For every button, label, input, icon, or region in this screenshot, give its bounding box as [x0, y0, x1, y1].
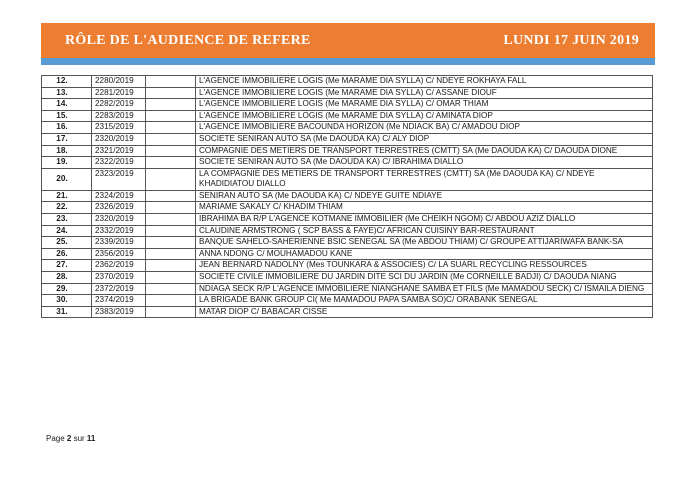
empty-cell: [146, 157, 196, 169]
hearing-roll-table: [41, 75, 653, 318]
empty-cell: [146, 283, 196, 295]
case-registry-number: 2315/2019: [92, 122, 146, 134]
table-row: [42, 110, 653, 122]
row-number: 19.: [42, 157, 92, 169]
row-number: 15.: [42, 110, 92, 122]
empty-cell: [146, 225, 196, 237]
case-parties: SOCIETE CIVILE IMMOBILIERE DU JARDIN DITE SCI DU JARDIN (Me CORNEILLE BADJI) C/ DAOUDA NIANG: [196, 271, 653, 283]
table-row: [42, 122, 653, 134]
empty-cell: [146, 213, 196, 225]
empty-cell: [146, 271, 196, 283]
case-registry-number: 2321/2019: [92, 145, 146, 157]
empty-cell: [146, 260, 196, 272]
case-parties: MARIAME SAKALY C/ KHADIM THIAM: [196, 202, 653, 214]
case-registry-number: 2320/2019: [92, 133, 146, 145]
case-parties: LA COMPAGNIE DES METIERS DE TRANSPORT TERRESTRES (CMTT) SA (Me DAOUDA KA) C/ NDEYE KHADIDIATOU DIALLO: [196, 168, 653, 190]
table-row: [42, 145, 653, 157]
empty-cell: [146, 248, 196, 260]
table-row: [42, 237, 653, 249]
row-number: 24.: [42, 225, 92, 237]
table-row: [42, 271, 653, 283]
document-title: RÔLE DE L'AUDIENCE DE REFERE: [65, 32, 311, 48]
case-registry-number: 2372/2019: [92, 283, 146, 295]
case-registry-number: 2326/2019: [92, 202, 146, 214]
case-parties: SOCIETE SENIRAN AUTO SA (Me DAOUDA KA) C/ IBRAHIMA DIALLO: [196, 157, 653, 169]
case-registry-number: 2324/2019: [92, 190, 146, 202]
empty-cell: [146, 122, 196, 134]
case-registry-number: 2362/2019: [92, 260, 146, 272]
page-header-banner: [41, 23, 655, 58]
case-parties: SOCIETE SENIRAN AUTO SA (Me DAOUDA KA) C/ ALY DIOP: [196, 133, 653, 145]
case-parties: L'AGENCE IMMOBILIERE LOGIS (Me MARAME DIA SYLLA) C/ AMINATA DIOP: [196, 110, 653, 122]
empty-cell: [146, 99, 196, 111]
case-parties: ANNA NDONG C/ MOUHAMADOU KANE: [196, 248, 653, 260]
table-row: [42, 306, 653, 318]
table-row: [42, 213, 653, 225]
table-row: [42, 295, 653, 307]
case-registry-number: 2320/2019: [92, 213, 146, 225]
table-row: [42, 99, 653, 111]
case-parties: IBRAHIMA BA R/P L'AGENCE KOTMANE IMMOBILIER (Me CHEIKH NGOM) C/ ABDOU AZIZ DIALLO: [196, 213, 653, 225]
empty-cell: [146, 237, 196, 249]
current-page-number: 2: [66, 434, 72, 443]
empty-cell: [146, 295, 196, 307]
empty-cell: [146, 190, 196, 202]
case-registry-number: 2370/2019: [92, 271, 146, 283]
case-parties: LA BRIGADE BANK GROUP CI( Me MAMADOU PAPA SAMBA SO)C/ ORABANK SENEGAL: [196, 295, 653, 307]
row-number: 31.: [42, 306, 92, 318]
row-number: 23.: [42, 213, 92, 225]
case-parties: SENIRAN AUTO SA (Me DAOUDA KA) C/ NDEYE GUITE NDIAYE: [196, 190, 653, 202]
row-number: 14.: [42, 99, 92, 111]
row-number: 21.: [42, 190, 92, 202]
case-registry-number: 2323/2019: [92, 168, 146, 190]
case-parties: COMPAGNIE DES METIERS DE TRANSPORT TERRESTRES (CMTT) SA (Me DAOUDA KA) C/ DAOUDA DIONE: [196, 145, 653, 157]
row-number: 20.: [42, 168, 92, 190]
case-parties: L'AGENCE IMMOBILIERE LOGIS (Me MARAME DIA SYLLA) C/ NDEYE ROKHAYA FALL: [196, 76, 653, 88]
row-number: 22.: [42, 202, 92, 214]
row-number: 27.: [42, 260, 92, 272]
empty-cell: [146, 87, 196, 99]
empty-cell: [146, 133, 196, 145]
empty-cell: [146, 110, 196, 122]
case-registry-number: 2383/2019: [92, 306, 146, 318]
case-registry-number: 2281/2019: [92, 87, 146, 99]
row-number: 12.: [42, 76, 92, 88]
table-row: [42, 202, 653, 214]
case-registry-number: 2339/2019: [92, 237, 146, 249]
case-parties: JEAN BERNARD NADOLNY (Mes TOUNKARA & ASSOCIES) C/ LA SUARL RECYCLING RESSOURCES: [196, 260, 653, 272]
page-footer: [46, 434, 95, 443]
row-number: 13.: [42, 87, 92, 99]
row-number: 17.: [42, 133, 92, 145]
hearing-roll-body: [42, 76, 653, 318]
row-number: 25.: [42, 237, 92, 249]
footer-prefix: Page: [46, 434, 67, 443]
case-registry-number: 2356/2019: [92, 248, 146, 260]
table-row: [42, 87, 653, 99]
case-registry-number: 2374/2019: [92, 295, 146, 307]
table-row: [42, 225, 653, 237]
row-number: 18.: [42, 145, 92, 157]
row-number: 16.: [42, 122, 92, 134]
empty-cell: [146, 76, 196, 88]
row-number: 30.: [42, 295, 92, 307]
empty-cell: [146, 306, 196, 318]
row-number: 26.: [42, 248, 92, 260]
table-row: [42, 157, 653, 169]
case-parties: BANQUE SAHELO-SAHERIENNE BSIC SENEGAL SA (Me ABDOU THIAM) C/ GROUPE ATTIJARIWAFA BANK-SA: [196, 237, 653, 249]
case-parties: L'AGENCE IMMOBILIERE BACOUNDA HORIZON (Me NDIACK BA) C/ AMADOU DIOP: [196, 122, 653, 134]
row-number: 28.: [42, 271, 92, 283]
total-pages: 11: [86, 434, 96, 443]
case-parties: CLAUDINE ARMSTRONG ( SCP BASS & FAYE)C/ AFRICAN CUISINY BAR-RESTAURANT: [196, 225, 653, 237]
case-registry-number: 2322/2019: [92, 157, 146, 169]
case-parties: MATAR DIOP C/ BABACAR CISSE: [196, 306, 653, 318]
empty-cell: [146, 145, 196, 157]
header-accent-bar: [41, 58, 655, 65]
row-number: 29.: [42, 283, 92, 295]
table-row: [42, 260, 653, 272]
case-registry-number: 2280/2019: [92, 76, 146, 88]
table-row: [42, 133, 653, 145]
case-parties: L'AGENCE IMMOBILIERE LOGIS (Me MARAME DIA SYLLA) C/ ASSANE DIOUF: [196, 87, 653, 99]
table-row: [42, 248, 653, 260]
case-registry-number: 2282/2019: [92, 99, 146, 111]
hearing-date: LUNDI 17 JUIN 2019: [503, 32, 639, 48]
case-registry-number: 2332/2019: [92, 225, 146, 237]
empty-cell: [146, 202, 196, 214]
table-row: [42, 283, 653, 295]
case-registry-number: 2283/2019: [92, 110, 146, 122]
table-row: [42, 168, 653, 190]
case-parties: L'AGENCE IMMOBILIERE LOGIS (Me MARAME DIA SYLLA) C/ OMAR THIAM: [196, 99, 653, 111]
table-row: [42, 190, 653, 202]
empty-cell: [146, 168, 196, 190]
case-parties: NDIAGA SECK R/P L'AGENCE IMMOBILIERE NIANGHANE SAMBA ET FILS (Me MAMADOU SECK) C/ ISMAILA DIENG: [196, 283, 653, 295]
footer-middle: sur: [71, 434, 87, 443]
table-row: [42, 76, 653, 88]
